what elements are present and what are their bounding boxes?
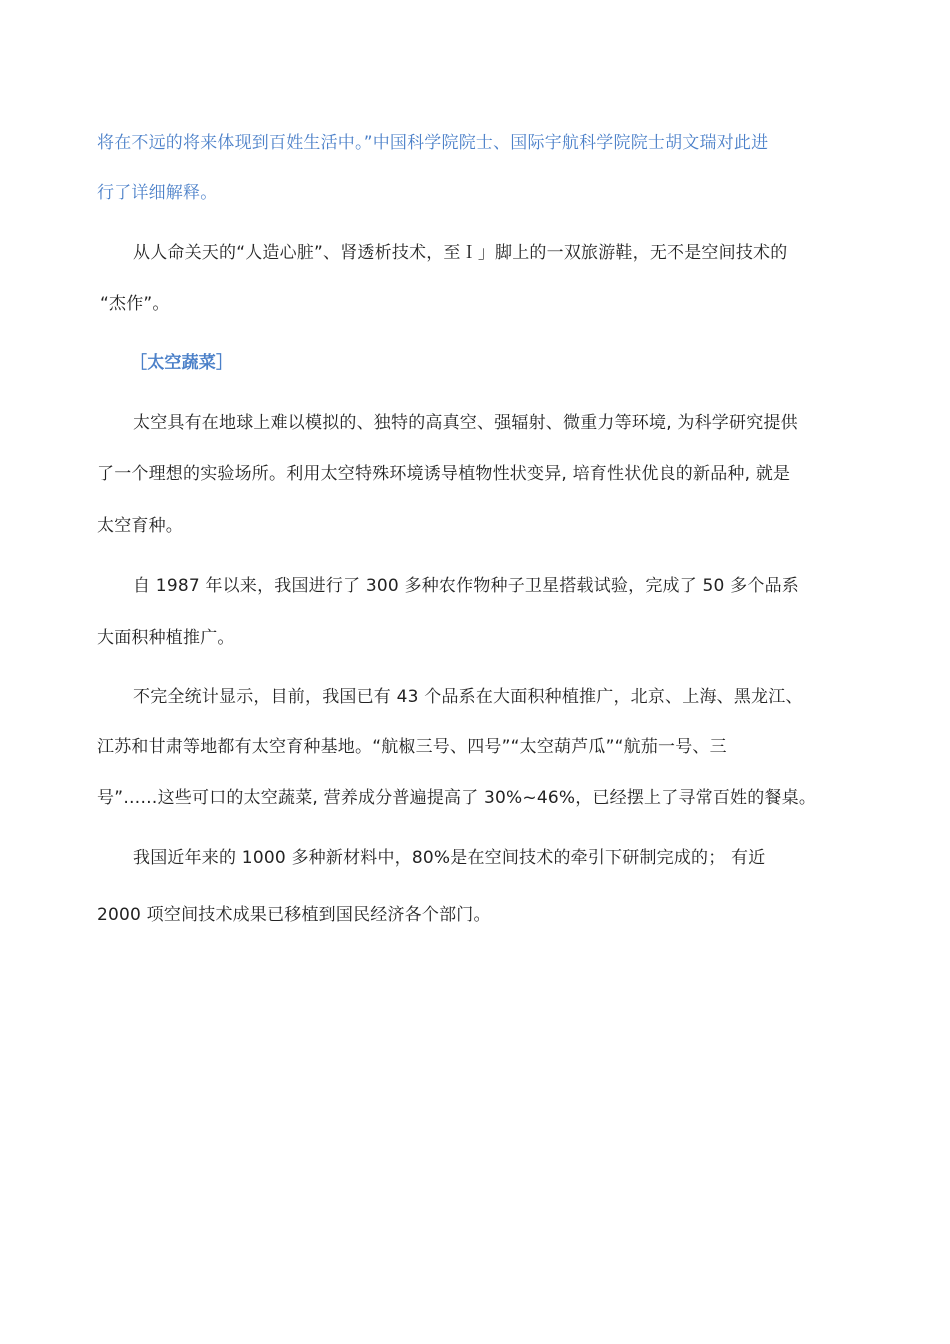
paragraph-4-line-1: 自 1987 年以来，我国进行了 300 多种农作物种子卫星搭载试验，完成了 50 多个品系 <box>133 576 799 596</box>
paragraph-4-line-2: 大面积种植推广。 <box>97 628 235 648</box>
paragraph-5-line-3: 号”……这些可口的太空蔬菜, 营养成分普遍提高了 30%~46%，已经摆上了寻常百姓的餐桌。 <box>97 788 817 808</box>
paragraph-3-line-1: 太空具有在地球上难以模拟的、独特的高真空、强辐射、微重力等环境, 为科学研究提供 <box>133 413 798 433</box>
paragraph-6-line-2: 2000 项空间技术成果已移植到国民经济各个部门。 <box>97 905 491 925</box>
paragraph-6-line-1: 我国近年来的 1000 多种新材料中，80%是在空间技术的牵引下研制完成的； 有近 <box>133 848 766 868</box>
paragraph-5-line-2: 江苏和甘肃等地都有太空育种基地。“航椒三号、四号”“太空葫芦瓜”“航茄一号、三 <box>97 737 727 757</box>
paragraph-2-line-2: “杰作”。 <box>100 294 170 314</box>
section-heading: ［太空蔬菜］ <box>130 353 234 373</box>
paragraph-3-line-3: 太空育种。 <box>97 516 183 536</box>
paragraph-1-line-2: 行了详细解释。 <box>97 183 218 203</box>
paragraph-1-line-1: 将在不远的将来体现到百姓生活中。”中国科学院院士、国际宇航科学院院士胡文瑞对此进 <box>97 133 769 153</box>
paragraph-2-line-1: 从人命关天的“人造心脏”、肾透析技术，至Ｉ」脚上的一双旅游鞋，无不是空间技术的 <box>133 243 788 263</box>
paragraph-5-line-1: 不完全统计显示，目前，我国已有 43 个品系在大面积种植推广，北京、上海、黑龙江、 <box>133 687 803 707</box>
paragraph-3-line-2: 了一个理想的实验场所。利用太空特殊环境诱导植物性状变异, 培育性状优良的新品种, 就是 <box>97 464 791 484</box>
